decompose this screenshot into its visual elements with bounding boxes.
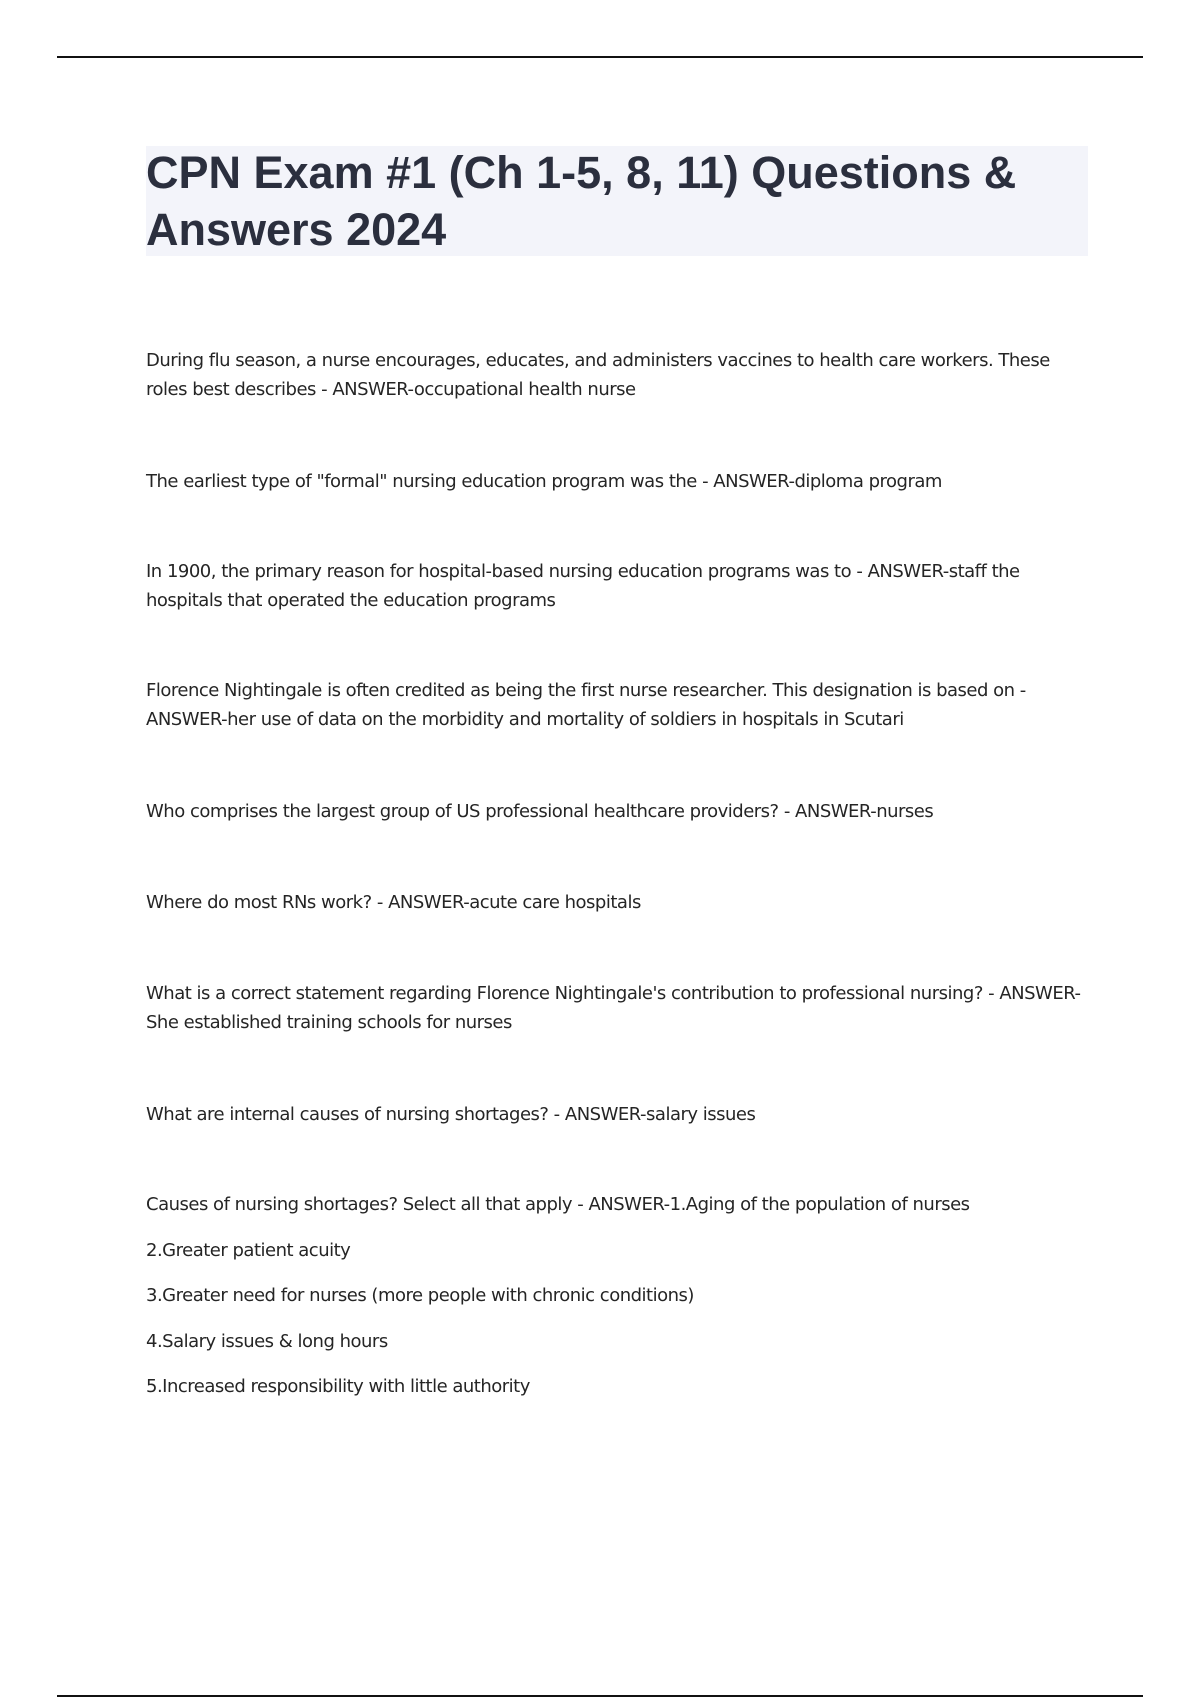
- answer-list-item-4: 4.Salary issues & long hours: [146, 1331, 388, 1352]
- qa-entry-1: During flu season, a nurse encourages, educates, and administers vaccines to health care workers. These roles best describes - ANSWER-occupational health nurse: [146, 350, 1050, 400]
- qa-entry-9: Causes of nursing shortages? Select all that apply - ANSWER-1.Aging of the population of nurses: [146, 1194, 970, 1215]
- document-title: CPN Exam #1 (Ch 1-5, 8, 11) Questions & Answers 2024: [146, 147, 1017, 255]
- answer-list-item-3: 3.Greater need for nurses (more people with chronic conditions): [146, 1285, 694, 1306]
- qa-entry-5: Who comprises the largest group of US professional healthcare providers? - ANSWER-nurses: [146, 801, 934, 822]
- qa-entry-4: Florence Nightingale is often credited as being the first nurse researcher. This designation is based on - ANSWER-her use of data on the morbidity and mortality of soldiers in hospitals in Scutari: [146, 680, 1026, 730]
- answer-list-item-2: 2.Greater patient acuity: [146, 1240, 351, 1261]
- top-rule: [57, 56, 1143, 58]
- qa-entry-7: What is a correct statement regarding Florence Nightingale's contribution to professional nursing? - ANSWER-She established training schools for nurses: [146, 983, 1081, 1033]
- qa-entry-8: What are internal causes of nursing shortages? - ANSWER-salary issues: [146, 1104, 756, 1125]
- qa-entry-3: In 1900, the primary reason for hospital-based nursing education programs was to - ANSWER-staff the hospitals that operated the education programs: [146, 561, 1020, 611]
- qa-entry-6: Where do most RNs work? - ANSWER-acute care hospitals: [146, 892, 641, 913]
- qa-entry-2: The earliest type of "formal" nursing education program was the - ANSWER-diploma program: [146, 471, 942, 492]
- answer-list-item-5: 5.Increased responsibility with little authority: [146, 1376, 530, 1397]
- bottom-rule: [57, 1695, 1143, 1697]
